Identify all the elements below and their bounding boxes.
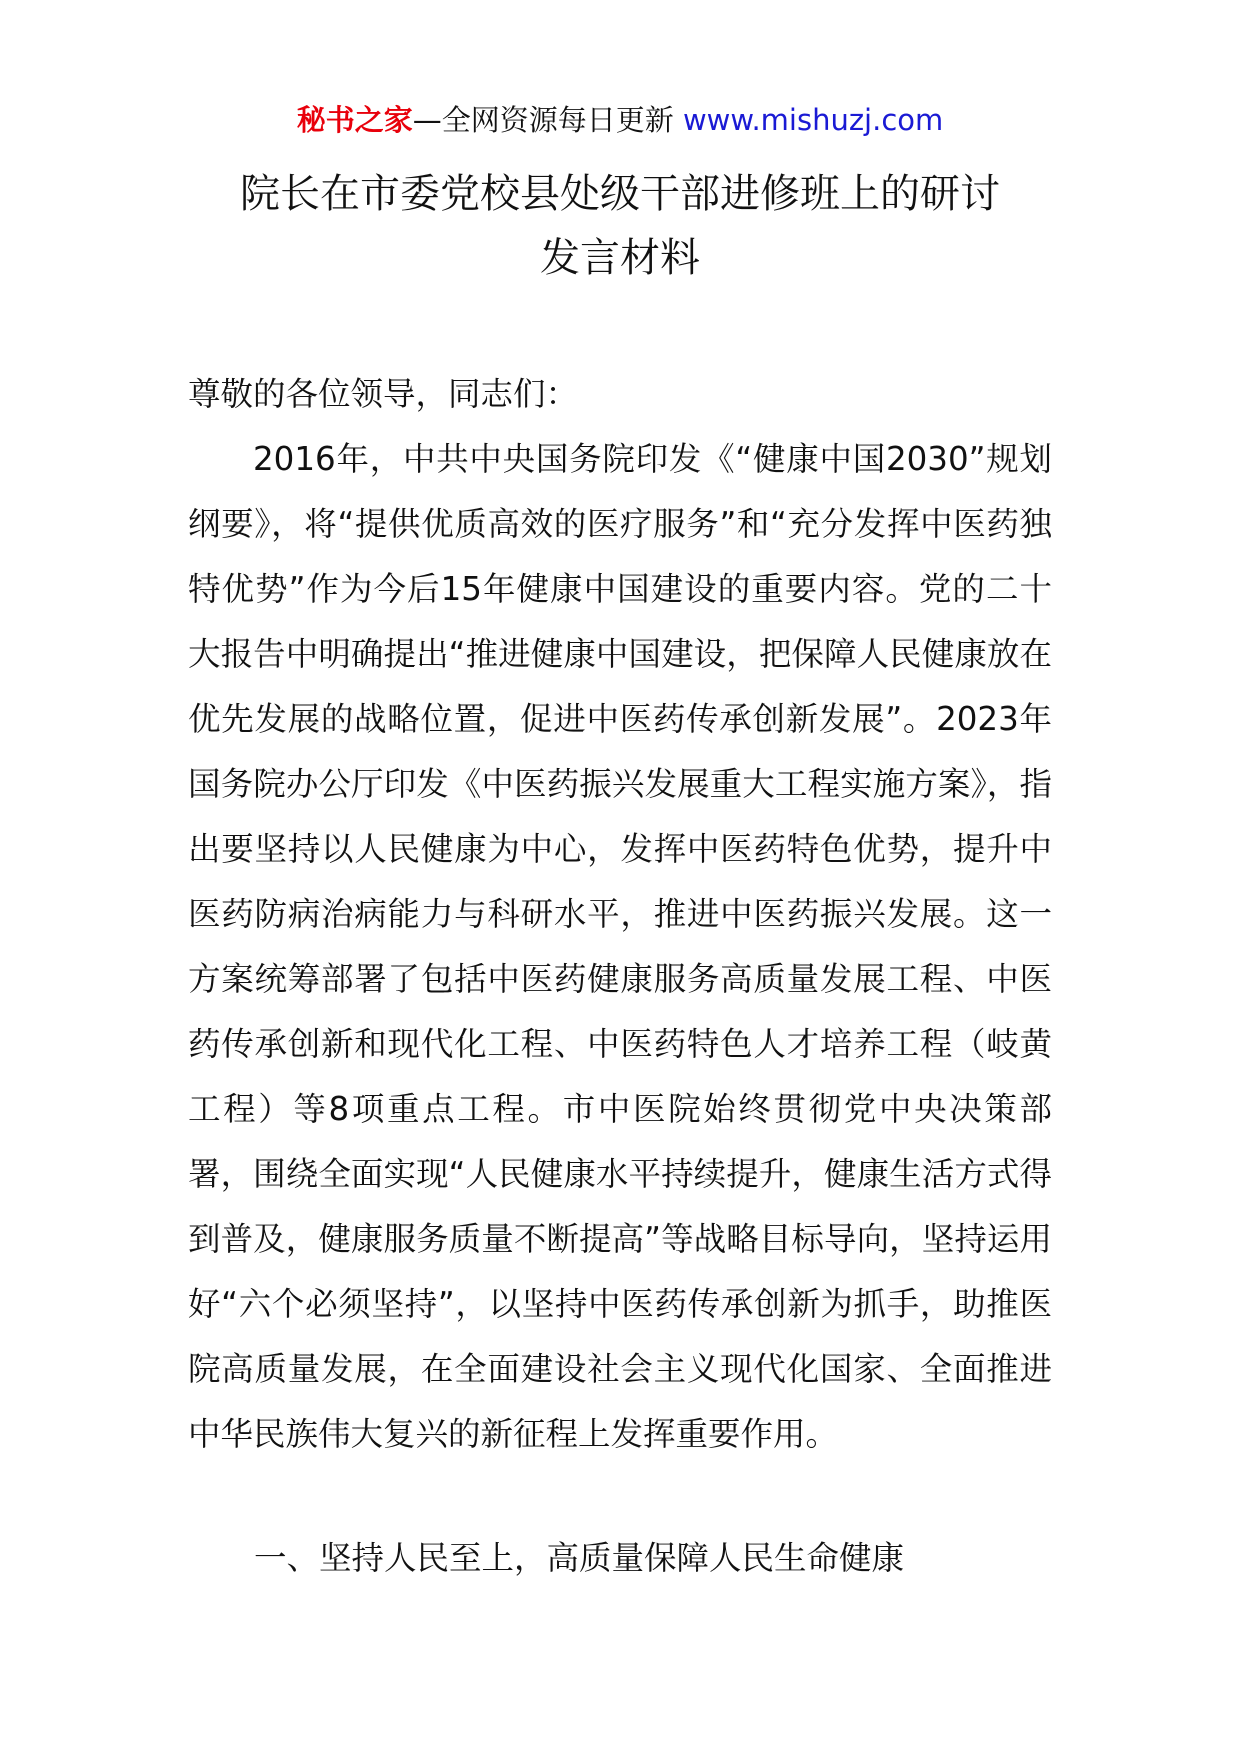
document-body <box>188 362 1052 1467</box>
site-brand: 秘书之家 <box>296 103 413 137</box>
section-heading-1: 一、坚持人民至上，高质量保障人民生命健康 <box>254 1539 905 1577</box>
title-line-2: 发言材料 <box>540 235 700 281</box>
document-title <box>0 162 1240 290</box>
salutation: 尊敬的各位领导，同志们： <box>188 375 579 413</box>
site-header <box>0 100 1240 140</box>
title-line-1: 院长在市委党校县处级干部进修班上的研讨 <box>240 171 1000 217</box>
site-tagline: —全网资源每日更新 <box>412 103 674 137</box>
site-url-link[interactable]: www.mishuzj.com <box>682 103 944 137</box>
paragraph-1: 2016年，中共中央国务院印发《“健康中国2030”规划纲要》，将“提供优质高效的医疗服务”和“充分发挥中医药独特优势”作为今后15年健康中国建设的重要内容。党的二十大报告中明确提出“推进健康中国建设，把保障人民健康放在优先发展的战略位置，促进中医药传承创新发展”。2023年国务院办公厅印发《中医药振兴发展重大工程实施方案》，指出要坚持以人民健康为中心，发挥中医药特色优势，提升中医药防病治病能力与科研水平，推进中医药振兴发展。这一方案统筹部署了包括中医药健康服务高质量发展工程、中医药传承创新和现代化工程、中医药特色人才培养工程（岐黄工程）等8项重点工程。市中医院始终贯彻党中央决策部署，围绕全面实现“人民健康水平持续提升，健康生活方式得到普及，健康服务质量不断提高”等战略目标导向，坚持运用好“六个必须坚持”，以坚持中医药传承创新为抓手，助推医院高质量发展，在全面建设社会主义现代化国家、全面推进中华民族伟大复兴的新征程上发挥重要作用。 <box>188 440 1052 1453</box>
